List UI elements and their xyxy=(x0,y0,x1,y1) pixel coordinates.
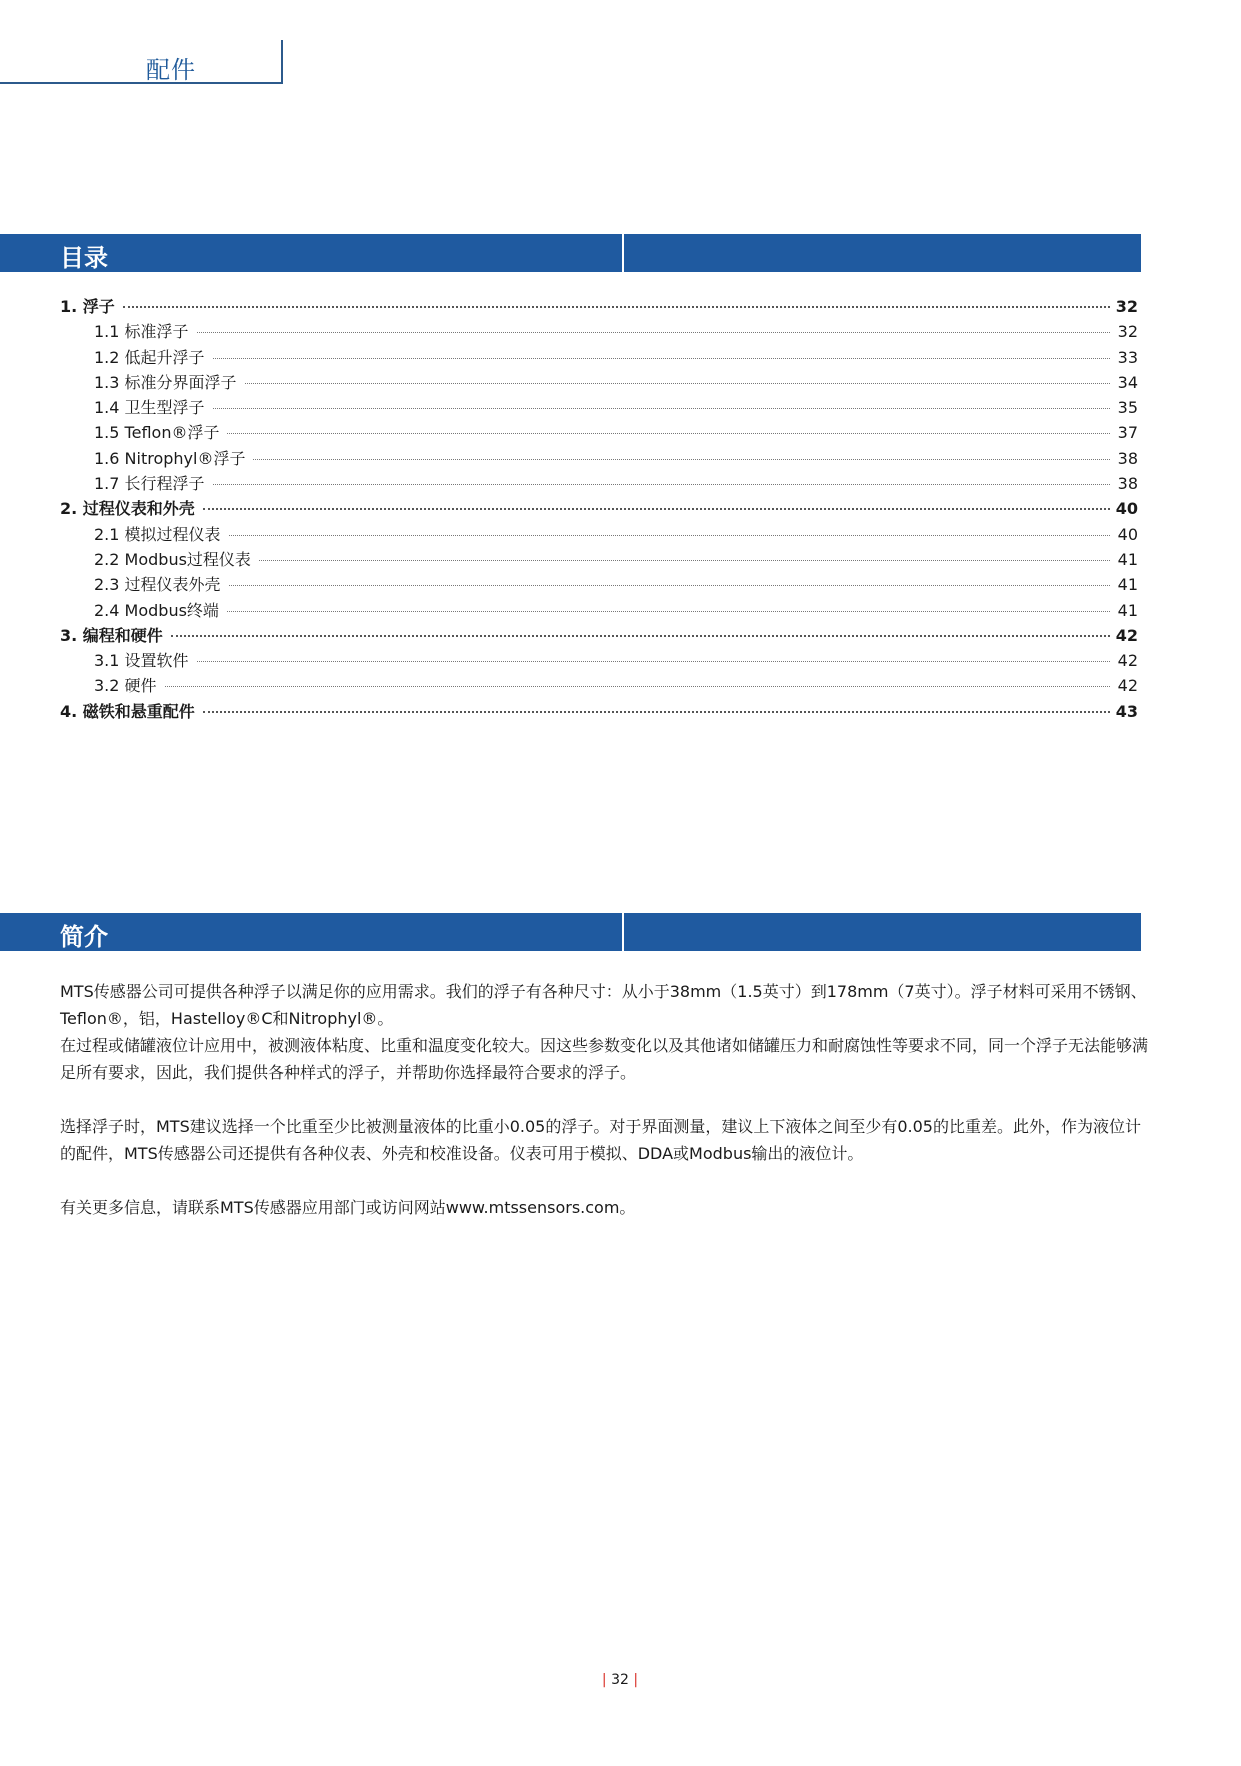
toc-entry-label xyxy=(94,395,209,420)
toc-section-title: 目录 xyxy=(60,244,108,272)
toc-leader-dots xyxy=(245,383,1110,384)
toc-entry[interactable] xyxy=(60,420,1138,445)
toc-entry[interactable] xyxy=(60,471,1138,496)
toc-entry-number: 1.7 xyxy=(94,474,120,494)
intro-section-title: 简介 xyxy=(60,923,108,951)
toc-entry-text: 硬件 xyxy=(124,676,157,696)
toc-entry-number: 1.4 xyxy=(94,398,120,418)
toc-entry[interactable] xyxy=(60,370,1138,395)
toc-entry[interactable] xyxy=(60,623,1138,648)
toc-leader-dots xyxy=(253,459,1110,460)
toc-entry-label xyxy=(94,522,225,547)
toc-entry-number: 3.1 xyxy=(94,651,120,671)
toc-entry[interactable] xyxy=(60,446,1138,471)
toc-entry-number: 1.1 xyxy=(94,322,120,342)
toc-entry-text: 浮子 xyxy=(82,297,115,316)
toc-entry-text: Modbus过程仪表 xyxy=(124,549,251,569)
toc-entry-page: 41 xyxy=(1117,575,1138,595)
toc-entry-text: 卫生型浮子 xyxy=(124,398,205,418)
toc-entry-label xyxy=(94,648,193,673)
toc-entry-number: 2.2 xyxy=(94,549,120,569)
toc-entry-label xyxy=(94,598,223,623)
footer-page-number: 32 xyxy=(611,1672,629,1688)
toc-entry-page: 41 xyxy=(1117,549,1138,569)
toc-entry[interactable] xyxy=(60,699,1138,724)
toc-leader-dots xyxy=(123,306,1110,308)
table-of-contents xyxy=(60,294,1138,724)
toc-entry-label xyxy=(94,471,209,496)
toc-entry-number: 2.3 xyxy=(94,575,120,595)
toc-entry-page: 32 xyxy=(1115,297,1138,316)
toc-entry-number: 3. xyxy=(60,625,78,645)
toc-leader-dots xyxy=(203,711,1110,713)
toc-entry-number: 2.4 xyxy=(94,600,120,620)
toc-entry-label xyxy=(94,572,225,597)
toc-entry-label xyxy=(94,319,193,344)
toc-leader-dots xyxy=(259,560,1110,561)
toc-entry-text: 模拟过程仪表 xyxy=(124,524,221,544)
toc-entry-page: 38 xyxy=(1117,448,1138,468)
toc-entry-number: 1.6 xyxy=(94,448,120,468)
toc-leader-dots xyxy=(227,611,1110,612)
toc-entry-label xyxy=(94,446,249,471)
toc-entry-text: 长行程浮子 xyxy=(124,474,205,494)
footer-bar-left: | xyxy=(601,1672,607,1688)
toc-entry-label xyxy=(60,294,119,319)
toc-entry-number: 1.5 xyxy=(94,423,120,443)
toc-leader-dots xyxy=(213,484,1110,485)
toc-leader-dots xyxy=(213,408,1110,409)
toc-entry[interactable] xyxy=(60,547,1138,572)
toc-entry-page: 32 xyxy=(1117,322,1138,342)
toc-entry[interactable] xyxy=(60,598,1138,623)
toc-entry[interactable] xyxy=(60,572,1138,597)
toc-entry[interactable] xyxy=(60,345,1138,370)
toc-leader-dots xyxy=(229,585,1110,586)
toc-leader-dots xyxy=(165,686,1110,687)
toc-entry[interactable] xyxy=(60,294,1138,319)
intro-paragraph: 选择浮子时，MTS建议选择一个比重至少比被测量液体的比重小0.05的浮子。对于界面测量，建议上下液体之间至少有0.05的比重差。此外，作为液位计的配件，MTS传感器公司还提供有各种仪表、外壳和校准设备。仪表可用于模拟、DDA或Modbus输出的液位计。 xyxy=(60,1117,1141,1163)
toc-entry-label xyxy=(94,547,255,572)
toc-entry[interactable] xyxy=(60,319,1138,344)
intro-section-band xyxy=(0,913,1141,951)
page-header-title: 配件 xyxy=(146,56,196,84)
toc-entry-text: 过程仪表外壳 xyxy=(124,575,221,595)
toc-entry-text: 过程仪表和外壳 xyxy=(82,499,195,519)
toc-entry-page: 42 xyxy=(1115,625,1138,645)
band-divider xyxy=(622,234,624,272)
toc-entry-number: 2. xyxy=(60,499,78,519)
toc-leader-dots xyxy=(171,635,1110,637)
intro-text xyxy=(60,978,1150,1221)
toc-entry-number: 4. xyxy=(60,701,78,721)
toc-entry-page: 42 xyxy=(1117,651,1138,671)
toc-entry-text: 标准分界面浮子 xyxy=(124,372,237,392)
toc-entry-label xyxy=(60,496,199,521)
toc-entry-label xyxy=(60,699,199,724)
toc-entry-page: 42 xyxy=(1117,676,1138,696)
toc-entry-text: Modbus终端 xyxy=(124,600,219,620)
header-tab-frame xyxy=(0,40,283,84)
toc-entry-label xyxy=(94,345,209,370)
toc-entry-text: Nitrophyl®浮子 xyxy=(124,448,246,468)
toc-entry[interactable] xyxy=(60,648,1138,673)
toc-entry-label xyxy=(94,673,161,698)
toc-entry-text: 设置软件 xyxy=(124,651,189,671)
toc-entry-number: 1. xyxy=(60,297,78,316)
toc-entry-number: 3.2 xyxy=(94,676,120,696)
page-footer xyxy=(580,1672,660,1688)
band-divider xyxy=(622,913,624,951)
intro-paragraph: MTS传感器公司可提供各种浮子以满足你的应用需求。我们的浮子有各种尺寸：从小于38mm（1.5英寸）到178mm（7英寸）。浮子材料可采用不锈钢、Teflon®，铝，Hastelloy®C和Nitrophyl®。 xyxy=(60,982,1147,1028)
toc-entry-page: 43 xyxy=(1115,701,1138,721)
intro-paragraph: 在过程或储罐液位计应用中，被测液体粘度、比重和温度变化较大。因这些参数变化以及其他诸如储罐压力和耐腐蚀性等要求不同，同一个浮子无法能够满足所有要求，因此，我们提供各种样式的浮子，并帮助你选择最符合要求的浮子。 xyxy=(60,1036,1149,1082)
toc-entry-number: 2.1 xyxy=(94,524,120,544)
toc-entry-text: Teflon®浮子 xyxy=(124,423,220,443)
toc-entry-label xyxy=(60,623,167,648)
toc-entry-text: 标准浮子 xyxy=(124,322,189,342)
toc-entry-page: 35 xyxy=(1117,398,1138,418)
toc-entry-label xyxy=(94,420,223,445)
toc-leader-dots xyxy=(227,433,1110,434)
toc-leader-dots xyxy=(203,508,1110,510)
toc-leader-dots xyxy=(229,535,1110,536)
toc-entry-page: 40 xyxy=(1115,499,1138,519)
toc-entry-page: 40 xyxy=(1117,524,1138,544)
toc-entry-text: 低起升浮子 xyxy=(124,347,205,367)
toc-leader-dots xyxy=(197,332,1110,333)
toc-entry-page: 38 xyxy=(1117,474,1138,494)
toc-entry-page: 37 xyxy=(1117,423,1138,443)
toc-entry-page: 41 xyxy=(1117,600,1138,620)
toc-section-band xyxy=(0,234,1141,272)
intro-paragraph: 有关更多信息，请联系MTS传感器应用部门或访问网站www.mtssensors.com。 xyxy=(60,1198,636,1217)
toc-entry[interactable] xyxy=(60,673,1138,698)
toc-entry[interactable] xyxy=(60,522,1138,547)
footer-bar-right: | xyxy=(633,1672,639,1688)
toc-entry-text: 编程和硬件 xyxy=(82,625,163,645)
toc-entry-number: 1.3 xyxy=(94,372,120,392)
toc-leader-dots xyxy=(197,661,1110,662)
toc-entry-number: 1.2 xyxy=(94,347,120,367)
toc-entry-label xyxy=(94,370,241,395)
toc-entry[interactable] xyxy=(60,395,1138,420)
toc-entry[interactable] xyxy=(60,496,1138,521)
toc-entry-page: 33 xyxy=(1117,347,1138,367)
toc-entry-page: 34 xyxy=(1117,372,1138,392)
toc-leader-dots xyxy=(213,358,1110,359)
toc-entry-text: 磁铁和悬重配件 xyxy=(82,701,195,721)
